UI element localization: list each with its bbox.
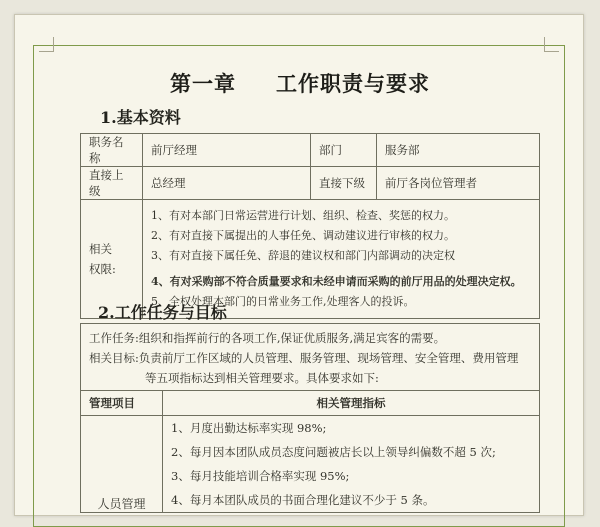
- target-line: 相关目标:负责前厅工作区域的人员管理、服务管理、现场管理、安全管理、费用管理: [89, 351, 519, 365]
- direct-subordinate-label: 直接下级: [311, 167, 377, 200]
- department-value: 服务部: [377, 134, 540, 167]
- chapter-title: [0, 68, 600, 98]
- authority-item: 5、全权处理本部门的日常业务工作,处理客人的投诉。: [151, 295, 415, 308]
- basic-info-table: [80, 133, 540, 319]
- authority-item: 2、有对直接下属提出的人事任免、调动建议进行审核的权力。: [151, 229, 455, 242]
- metric-item: 3、每月技能培训合格率实现 95%;: [171, 469, 350, 483]
- direct-superior-value: 总经理: [143, 167, 311, 200]
- table-row: [81, 416, 540, 513]
- authority-item: 3、有对直接下属任免、辞退的建议权和部门内部调动的决定权: [151, 249, 455, 262]
- department-label: 部门: [311, 134, 377, 167]
- authority-item: 1、有对本部门日常运营进行计划、组织、检查、奖惩的权力。: [151, 209, 455, 222]
- metric-item: 4、每月本团队成员的书面合理化建议不少于 5 条。: [171, 493, 435, 507]
- task-description-box: [80, 323, 540, 390]
- table-row: [81, 167, 540, 200]
- column-header-metrics: 相关管理指标: [163, 391, 540, 416]
- management-item: 人员管理: [81, 416, 163, 513]
- direct-subordinate-value: 前厅各岗位管理者: [377, 167, 540, 200]
- crop-mark-top-right: [544, 37, 559, 52]
- metric-item: 1、月度出勤达标率实现 98%;: [171, 421, 327, 435]
- chapter-name: 工作职责与要求: [276, 71, 430, 96]
- metric-item: 2、每月因本团队成员态度问题被店长以上领导纠偏数不超 5 次;: [171, 445, 496, 459]
- table-row: [81, 134, 540, 167]
- authority-list: [151, 209, 531, 309]
- column-header-item: 管理项目: [81, 391, 163, 416]
- table-header-row: [81, 391, 540, 416]
- section-heading-basic-info: 1.基本资料: [100, 108, 181, 127]
- chapter-number: 第一章: [170, 71, 236, 96]
- target-line-continued: 等五项指标达到相关管理要求。具体要求如下:: [145, 371, 379, 385]
- crop-mark-top-left: [39, 37, 54, 52]
- direct-superior-label: 直接上级: [81, 167, 143, 200]
- position-title-label: 职务名称: [81, 134, 143, 167]
- section-heading-tasks-goals: 2.工作任务与目标: [98, 303, 227, 322]
- position-title-value: 前厅经理: [143, 134, 311, 167]
- metrics-cell: [163, 416, 540, 513]
- authority-label: 相关 权限:: [81, 200, 143, 319]
- authority-item: 4、有对采购部不符合质量要求和未经申请而采购的前厅用品的处理决定权。: [151, 275, 522, 288]
- task-line: 工作任务:组织和指挥前行的各项工作,保证优质服务,满足宾客的需要。: [89, 331, 446, 345]
- management-targets-table: [80, 390, 540, 513]
